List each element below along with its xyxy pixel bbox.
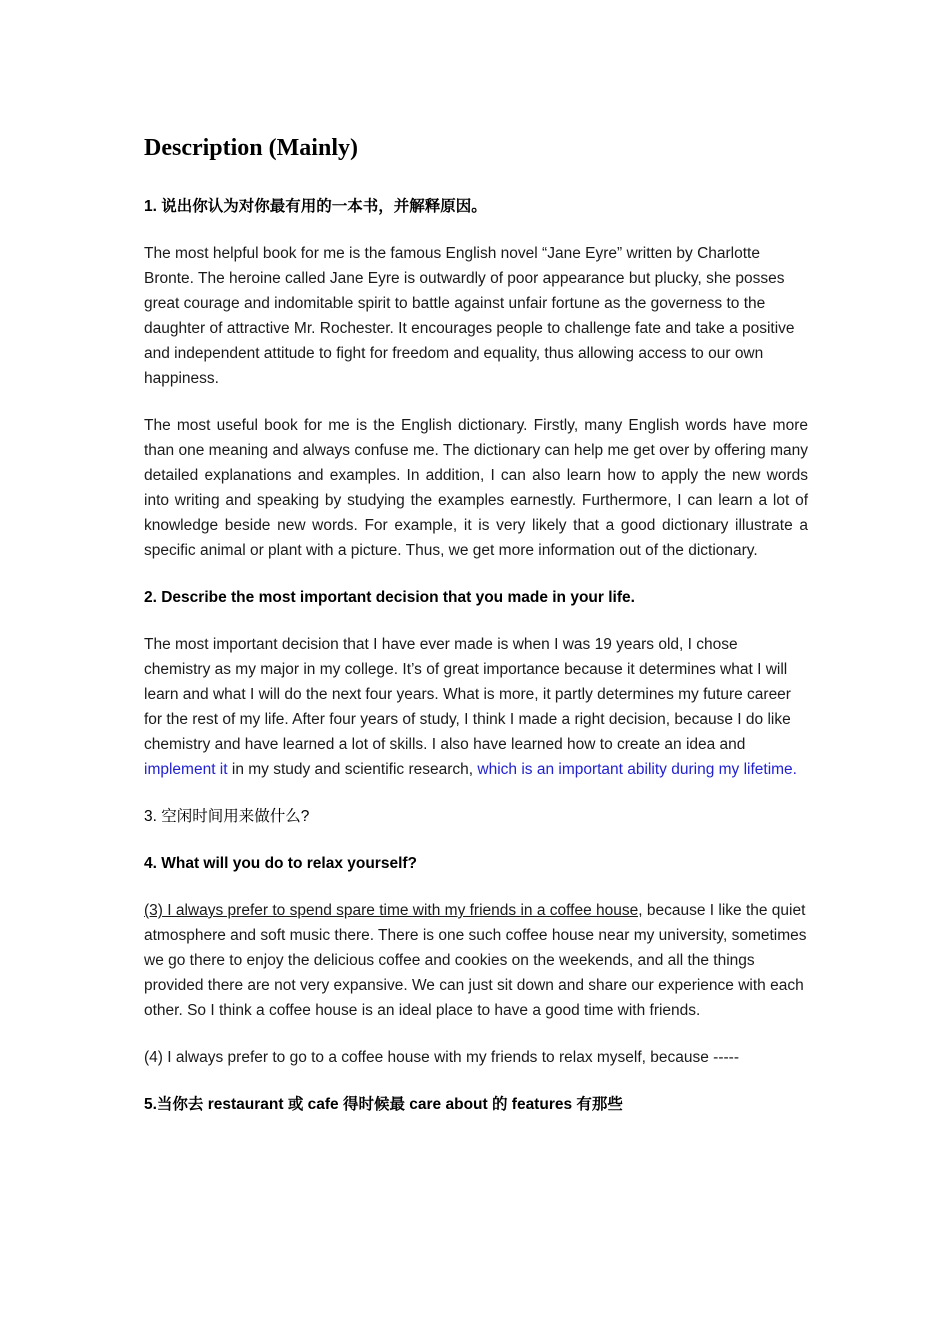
answer-2-paragraph [144, 632, 808, 782]
answer-4-paragraph-1 [144, 898, 808, 1023]
answer-4-paragraph-2: (4) I always prefer to go to a coffee house with my friends to relax myself, because ----- [144, 1049, 739, 1066]
document-page [144, 130, 808, 1139]
answer-4-underlined-sentence: I always prefer to spend spare time with my friends in a coffee house, [162, 902, 643, 919]
answer-2-text-c: in my study and scientific research, [227, 761, 478, 778]
answer-1-paragraph-1: The most helpful book for me is the famous English novel “Jane Eyre” written by Charlotte Bronte. The heroine called Jane Eyre is outwardly of poor appearance but plucky, she posses great courage and indomitable spirit to battle against unfair fortune as the governess to the daughter of attractive Mr. Rochester. It encourages people to challenge fate and take a positive and independent attitude to fight for freedom and equality, thus allowing access to our own happiness. [144, 245, 795, 387]
question-1: 1. 说出你认为对你最有用的一本书，并解释原因。 [144, 198, 487, 215]
answer-4-text: because I like the quiet atmosphere and soft music there. There is one such coffee house near my university, sometimes we go there to enjoy the delicious coffee and cookies on the weekends, and all the things provided there are not very expansive. We can just sit down and share our experience with each other. So I think a coffee house is an ideal place to have a good time with friends. [144, 902, 807, 1019]
answer-1-paragraph-2: The most useful book for me is the English dictionary. Firstly, many English words have more than one meaning and always confuse me. The dictionary can help me get over by offering many detailed explanations and examples. In addition, I can also learn how to apply the new words into writing and speaking by studying the examples earnestly. Furthermore, I can learn a lot of knowledge beside new words. For example, it is very likely that a good dictionary illustrate a specific animal or plant with a picture. Thus, we get more information out of the dictionary. [144, 417, 808, 559]
question-4: 4. What will you do to relax yourself? [144, 855, 418, 872]
question-5: 5.当你去 restaurant 或 cafe 得时候最 care about 的 features 有那些 [144, 1096, 623, 1113]
document-title: Description (Mainly) [144, 135, 358, 161]
answer-2-highlight-implement: implement it [144, 761, 228, 778]
question-2: 2. Describe the most important decision that you made in your life. [144, 589, 635, 606]
answer-4-label: (3) [144, 902, 163, 919]
question-3: 3. 空闲时间用来做什么? [144, 808, 310, 825]
answer-2-highlight-ability: which is an important ability during my lifetime. [477, 761, 797, 778]
answer-2-text-a: The most important decision that I have ever made is when I was 19 years old, I chose chemistry as my major in my college. It’s of great importance because it determines what I will learn and what I will do the next four years. What is more, it partly determines my future career for the rest of my life. After four years of study, I think I made a right decision, because I do like chemistry and have learned a lot of skills. I also have learned how to create an idea and [144, 636, 791, 753]
